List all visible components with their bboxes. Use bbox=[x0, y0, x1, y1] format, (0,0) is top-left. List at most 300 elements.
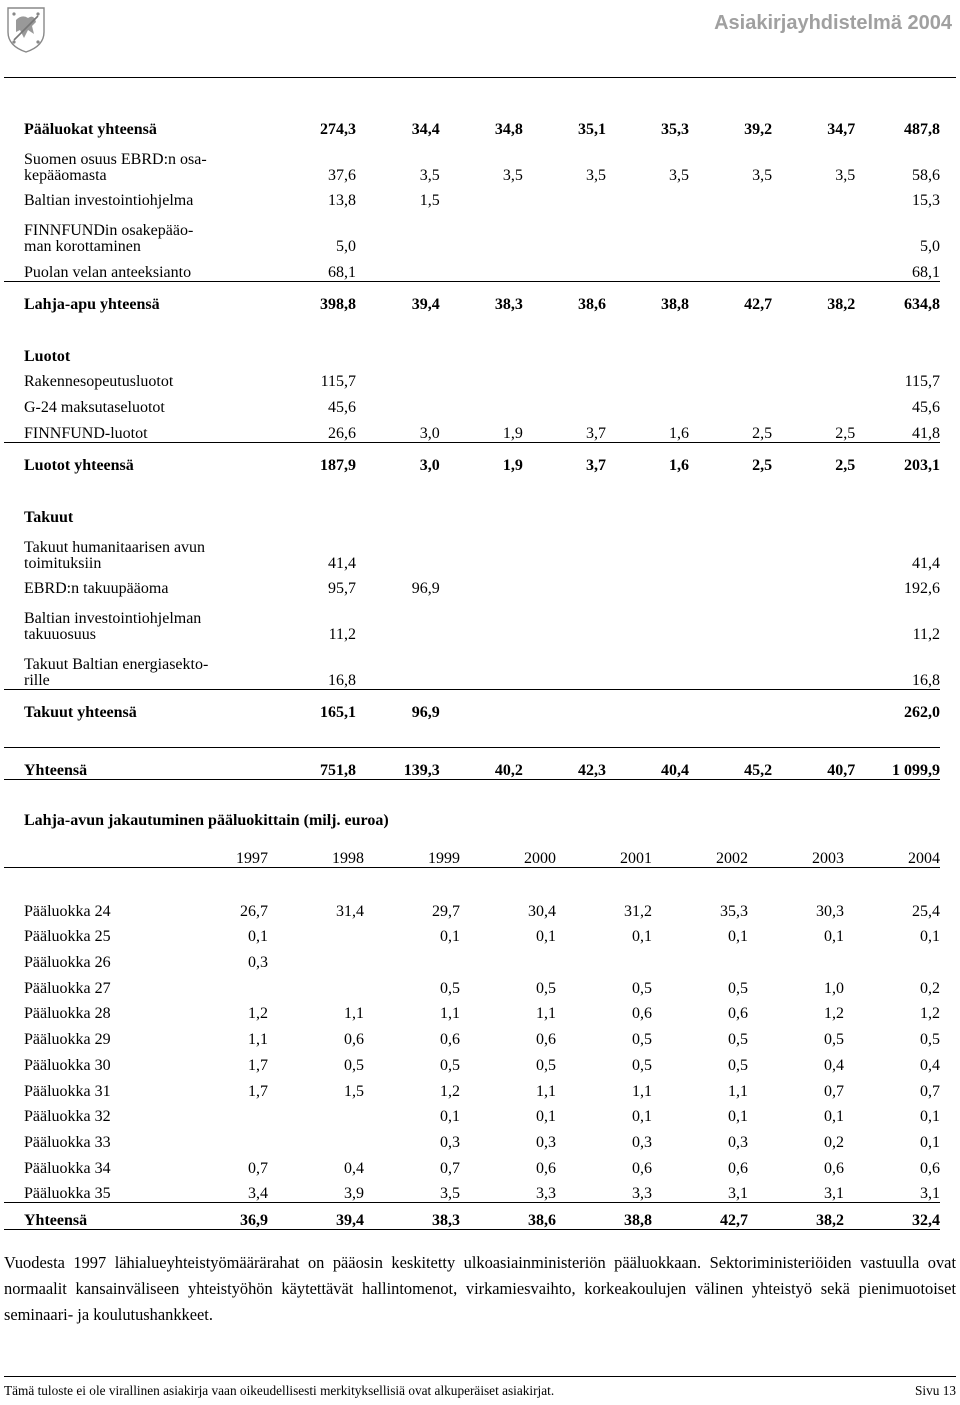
row-value: 32,4 bbox=[844, 1203, 940, 1230]
row-value: 3,5 bbox=[419, 166, 440, 184]
row-value: 0,1 bbox=[920, 1108, 940, 1126]
row-label: Baltian investointiohjelman takuuosuus bbox=[24, 610, 202, 644]
row-value: 68,1 bbox=[272, 255, 356, 281]
row-value bbox=[748, 945, 844, 971]
row-value bbox=[689, 572, 772, 598]
row-value bbox=[772, 390, 855, 416]
row-label: FINNFUND-luotot bbox=[4, 416, 272, 442]
row-value bbox=[689, 643, 772, 690]
table-row bbox=[4, 390, 940, 416]
row-value bbox=[606, 390, 689, 416]
row-value bbox=[523, 209, 606, 255]
row-value: 3,5 bbox=[502, 166, 523, 184]
row-value: 16,8 bbox=[855, 643, 940, 690]
table-row bbox=[4, 209, 940, 255]
row-value: 3,5 bbox=[669, 166, 690, 184]
row-value bbox=[356, 500, 440, 526]
row-value: 0,7 bbox=[440, 1159, 460, 1177]
row-value: 0,4 bbox=[824, 1056, 844, 1074]
row-label: FINNFUNDin osakepääo- man korottaminen bbox=[24, 222, 194, 256]
row-value bbox=[440, 572, 523, 598]
row-label bbox=[4, 721, 272, 748]
row-label: Pääluokka 32 bbox=[24, 1108, 111, 1126]
row-value: 0,6 bbox=[728, 1159, 748, 1177]
row-value: 42,3 bbox=[523, 748, 606, 780]
row-value bbox=[689, 474, 772, 500]
row-value: 262,0 bbox=[904, 704, 940, 722]
row-value: 751,8 bbox=[272, 748, 356, 780]
row-value: 34,4 bbox=[411, 120, 440, 138]
row-value: 1,1 bbox=[536, 1005, 556, 1023]
row-value: 0,5 bbox=[728, 1056, 748, 1074]
row-value bbox=[689, 365, 772, 391]
row-value bbox=[855, 500, 940, 526]
row-value bbox=[523, 255, 606, 281]
row-value bbox=[844, 945, 940, 971]
row-value: 36,9 bbox=[172, 1203, 268, 1230]
row-value bbox=[772, 365, 855, 391]
row-value: 1,2 bbox=[440, 1082, 460, 1100]
row-value bbox=[523, 597, 606, 643]
row-value bbox=[268, 1100, 364, 1126]
row-value bbox=[523, 339, 606, 365]
row-value: 25,4 bbox=[912, 902, 940, 920]
row-value: 2,5 bbox=[772, 416, 855, 442]
row-value bbox=[356, 339, 440, 365]
row-value: 1,7 bbox=[248, 1082, 268, 1100]
row-value: 39,4 bbox=[411, 296, 440, 314]
page-number: Sivu 13 bbox=[914, 1383, 956, 1398]
row-value: 13,8 bbox=[328, 192, 357, 210]
row-value bbox=[855, 339, 940, 365]
row-value bbox=[689, 339, 772, 365]
row-value bbox=[272, 474, 356, 500]
row-label: G-24 maksutaseluotot bbox=[24, 399, 165, 417]
table-row bbox=[4, 1100, 940, 1126]
row-value bbox=[606, 500, 689, 526]
spacer-cell bbox=[4, 868, 940, 895]
table-row bbox=[4, 1177, 940, 1203]
row-value: 0,5 bbox=[728, 1031, 748, 1049]
row-value bbox=[772, 339, 855, 365]
row-value bbox=[440, 339, 523, 365]
row-value: 634,8 bbox=[904, 296, 940, 314]
row-value: 115,7 bbox=[320, 373, 357, 391]
table-row bbox=[4, 945, 940, 971]
row-value: 0,1 bbox=[440, 1108, 460, 1126]
table-row bbox=[4, 138, 940, 184]
row-value: 1,1 bbox=[344, 1005, 364, 1023]
row-value: 3,1 bbox=[844, 1177, 940, 1203]
row-value: 1,1 bbox=[632, 1082, 652, 1100]
row-value bbox=[606, 339, 689, 365]
row-value: 0,1 bbox=[536, 928, 556, 946]
row-value: 1 099,9 bbox=[855, 748, 940, 780]
row-value bbox=[523, 313, 606, 339]
row-value bbox=[689, 597, 772, 643]
row-value: 37,6 bbox=[328, 166, 357, 184]
row-label: Luotot yhteensä bbox=[24, 456, 134, 474]
row-value bbox=[523, 690, 606, 722]
body-paragraph: Vuodesta 1997 lähialueyhteistyömäärärahat on pääosin keskitetty ulkoasiainministeriön pääluokkaan. Sektoriministeriöiden vastuulla ovat normaalit kansainväliseen yhteistyöhön käytettävät hallintomenot, virkamiesvaihto, korkeakoulujen välinen yhteistyö sekä pienimuotoiset seminaari- ja koulutushankkeet. bbox=[4, 1253, 956, 1324]
row-value: 3,5 bbox=[835, 166, 856, 184]
row-value bbox=[172, 1100, 268, 1126]
row-value bbox=[606, 721, 689, 748]
table-row bbox=[4, 643, 940, 690]
row-value: 0,5 bbox=[632, 1031, 652, 1049]
row-label: Rakennesopeutusluotot bbox=[24, 373, 174, 391]
table-row bbox=[4, 997, 940, 1023]
table-row bbox=[4, 971, 940, 997]
row-value bbox=[855, 721, 940, 748]
table-row bbox=[4, 339, 940, 365]
row-value: 0,1 bbox=[728, 1108, 748, 1126]
table-row bbox=[4, 1074, 940, 1100]
row-value bbox=[268, 920, 364, 946]
row-value: 187,9 bbox=[320, 456, 357, 474]
column-header: 1998 bbox=[268, 836, 364, 868]
row-label: Takuut Baltian energiasekto- rille bbox=[4, 643, 272, 690]
row-value bbox=[689, 390, 772, 416]
row-value bbox=[772, 690, 855, 722]
row-label: Pääluokka 27 bbox=[24, 979, 111, 997]
row-value bbox=[772, 184, 855, 210]
row-value: 30,4 bbox=[528, 902, 556, 920]
table-row bbox=[4, 255, 940, 281]
row-value: 5,0 bbox=[336, 238, 357, 256]
row-value: 0,3 bbox=[248, 954, 268, 972]
row-value: 15,3 bbox=[912, 192, 940, 210]
row-label: Pääluokka 33 bbox=[24, 1133, 111, 1151]
row-label: Takuut humanitaarisen avun toimituksiin bbox=[24, 538, 206, 572]
row-value: 0,1 bbox=[824, 1108, 844, 1126]
document-title: Asiakirjayhdistelmä 2004 bbox=[714, 12, 952, 34]
row-value: 0,1 bbox=[536, 1108, 556, 1126]
table-row bbox=[4, 1048, 940, 1074]
row-value bbox=[356, 390, 440, 416]
row-value bbox=[268, 945, 364, 971]
row-value: 0,6 bbox=[536, 1031, 556, 1049]
row-value: 165,1 bbox=[320, 704, 357, 722]
column-header: 2001 bbox=[556, 836, 652, 868]
row-value: 0,6 bbox=[728, 1005, 748, 1023]
funding-table bbox=[4, 112, 940, 780]
row-label: Pääluokka 28 bbox=[24, 1005, 111, 1023]
allocation-table bbox=[4, 836, 940, 1230]
row-value bbox=[172, 1125, 268, 1151]
row-label: Lahja-apu yhteensä bbox=[24, 296, 160, 314]
spacer-row bbox=[4, 868, 940, 895]
row-value: 42,7 bbox=[744, 296, 773, 314]
row-value: 0,6 bbox=[632, 1005, 652, 1023]
row-value: 1,0 bbox=[824, 979, 844, 997]
row-value bbox=[772, 255, 855, 281]
row-value bbox=[606, 313, 689, 339]
row-value bbox=[172, 971, 268, 997]
row-value: 1,1 bbox=[248, 1031, 268, 1049]
row-value: 3,1 bbox=[652, 1177, 748, 1203]
row-value: 31,4 bbox=[336, 902, 364, 920]
row-value: 0,1 bbox=[920, 928, 940, 946]
row-value: 38,6 bbox=[460, 1203, 556, 1230]
row-value: 1,9 bbox=[502, 456, 523, 474]
row-value: 58,6 bbox=[912, 166, 940, 184]
row-value: 0,5 bbox=[920, 1031, 940, 1049]
row-value: 38,3 bbox=[494, 296, 523, 314]
row-value: 3,9 bbox=[268, 1177, 364, 1203]
row-value: 0,7 bbox=[824, 1082, 844, 1100]
row-value bbox=[772, 643, 855, 690]
row-value: 2,5 bbox=[689, 416, 772, 442]
row-value: 41,8 bbox=[855, 416, 940, 442]
row-value: 1,6 bbox=[669, 456, 690, 474]
row-label: Pääluokat yhteensä bbox=[24, 120, 157, 138]
row-value: 38,2 bbox=[827, 296, 856, 314]
row-value: 0,1 bbox=[728, 928, 748, 946]
table-row bbox=[4, 112, 940, 138]
table-row bbox=[4, 184, 940, 210]
table-row bbox=[4, 313, 940, 339]
row-value: 16,8 bbox=[272, 643, 356, 690]
row-value: 0,5 bbox=[632, 1056, 652, 1074]
row-value: 203,1 bbox=[904, 456, 940, 474]
row-value: 2,5 bbox=[752, 456, 773, 474]
row-value bbox=[523, 365, 606, 391]
column-header: 2002 bbox=[652, 836, 748, 868]
column-header: 2003 bbox=[748, 836, 844, 868]
table-header-row bbox=[4, 836, 940, 868]
table-row bbox=[4, 282, 940, 314]
row-value bbox=[772, 526, 855, 572]
table-row bbox=[4, 690, 940, 722]
row-value: 26,7 bbox=[240, 902, 268, 920]
row-value: 0,3 bbox=[728, 1133, 748, 1151]
row-value bbox=[523, 390, 606, 416]
table2-title: Lahja-avun jakautuminen pääluokittain (milj. euroa) bbox=[24, 812, 389, 829]
row-value bbox=[772, 572, 855, 598]
row-value: 0,6 bbox=[824, 1159, 844, 1177]
row-value: 35,3 bbox=[720, 902, 748, 920]
row-value bbox=[356, 209, 440, 255]
row-value: 0,5 bbox=[440, 979, 460, 997]
row-value bbox=[268, 1125, 364, 1151]
row-value: 1,2 bbox=[920, 1005, 940, 1023]
row-value: 0,6 bbox=[440, 1031, 460, 1049]
row-label: Takuut bbox=[24, 508, 74, 526]
row-value bbox=[606, 643, 689, 690]
row-value: 38,8 bbox=[661, 296, 690, 314]
row-value: 39,4 bbox=[268, 1203, 364, 1230]
row-value: 0,1 bbox=[920, 1133, 940, 1151]
table-row bbox=[4, 920, 940, 946]
row-value bbox=[772, 721, 855, 748]
row-value: 3,4 bbox=[172, 1177, 268, 1203]
row-value: 38,2 bbox=[748, 1203, 844, 1230]
row-value bbox=[440, 526, 523, 572]
row-value bbox=[689, 184, 772, 210]
row-value bbox=[440, 597, 523, 643]
footer-disclaimer: Tämä tuloste ei ole virallinen asiakirja vaan oikeudellisesti merkityksellisiä ovat alkuperäiset asiakirjat. bbox=[4, 1383, 555, 1398]
row-label: Luotot bbox=[24, 347, 71, 365]
row-value bbox=[272, 500, 356, 526]
row-value: 11,2 bbox=[912, 626, 940, 644]
row-value bbox=[689, 721, 772, 748]
table-row bbox=[4, 1203, 940, 1230]
row-value: 3,0 bbox=[356, 416, 440, 442]
row-value: 3,3 bbox=[460, 1177, 556, 1203]
row-value: 26,6 bbox=[272, 416, 356, 442]
row-value: 45,6 bbox=[328, 399, 357, 417]
row-label: EBRD:n takuupääoma bbox=[24, 580, 169, 598]
row-value bbox=[523, 721, 606, 748]
row-value: 0,5 bbox=[728, 979, 748, 997]
row-label: Pääluokka 31 bbox=[24, 1082, 111, 1100]
row-value: 0,6 bbox=[344, 1031, 364, 1049]
row-value bbox=[356, 365, 440, 391]
row-value: 41,4 bbox=[912, 554, 940, 572]
row-value: 0,6 bbox=[632, 1159, 652, 1177]
row-value: 0,5 bbox=[344, 1056, 364, 1074]
row-value: 1,5 bbox=[419, 192, 440, 210]
row-label: Pääluokka 34 bbox=[24, 1159, 111, 1177]
row-value bbox=[606, 255, 689, 281]
table-row bbox=[4, 526, 940, 572]
column-header: 2004 bbox=[844, 836, 940, 868]
row-label: Pääluokka 30 bbox=[24, 1056, 111, 1074]
row-value: 35,3 bbox=[661, 120, 690, 138]
row-value bbox=[440, 721, 523, 748]
row-value: 45,2 bbox=[689, 748, 772, 780]
row-value: 0,3 bbox=[536, 1133, 556, 1151]
table-row bbox=[4, 500, 940, 526]
row-value: 41,4 bbox=[328, 554, 357, 572]
row-value: 0,5 bbox=[536, 979, 556, 997]
row-value bbox=[440, 690, 523, 722]
row-label: Pääluokka 24 bbox=[24, 902, 111, 920]
row-value: 1,1 bbox=[536, 1082, 556, 1100]
row-value bbox=[356, 313, 440, 339]
row-value: 0,1 bbox=[440, 928, 460, 946]
row-value bbox=[440, 365, 523, 391]
row-value bbox=[356, 643, 440, 690]
row-value: 0,5 bbox=[440, 1056, 460, 1074]
row-value: 3,1 bbox=[748, 1177, 844, 1203]
column-header: 1997 bbox=[172, 836, 268, 868]
row-value bbox=[523, 474, 606, 500]
table-row bbox=[4, 597, 940, 643]
row-value bbox=[689, 526, 772, 572]
row-value: 115,7 bbox=[904, 373, 940, 391]
row-value: 398,8 bbox=[320, 296, 357, 314]
row-value bbox=[272, 339, 356, 365]
row-value: 68,1 bbox=[855, 255, 940, 281]
row-value bbox=[689, 690, 772, 722]
row-value: 3,5 bbox=[585, 166, 606, 184]
row-value bbox=[606, 572, 689, 598]
row-value: 40,7 bbox=[772, 748, 855, 780]
table-row bbox=[4, 1125, 940, 1151]
row-value bbox=[272, 721, 356, 748]
row-value bbox=[772, 500, 855, 526]
row-value: 40,4 bbox=[606, 748, 689, 780]
row-value bbox=[460, 945, 556, 971]
row-value: 3,5 bbox=[364, 1177, 460, 1203]
row-value: 0,5 bbox=[632, 979, 652, 997]
row-value: 3,5 bbox=[752, 166, 773, 184]
row-value: 1,9 bbox=[440, 416, 523, 442]
row-value bbox=[440, 500, 523, 526]
row-value: 34,8 bbox=[494, 120, 523, 138]
row-label bbox=[4, 313, 272, 339]
row-value: 38,3 bbox=[364, 1203, 460, 1230]
row-value: 0,4 bbox=[920, 1056, 940, 1074]
row-label: Yhteensä bbox=[4, 1203, 172, 1230]
row-value: 42,7 bbox=[652, 1203, 748, 1230]
header-blank bbox=[4, 836, 172, 868]
row-value bbox=[556, 945, 652, 971]
row-value: 1,1 bbox=[728, 1082, 748, 1100]
row-value bbox=[272, 313, 356, 339]
row-value bbox=[268, 971, 364, 997]
row-value: 11,2 bbox=[328, 626, 357, 644]
row-value: 192,6 bbox=[904, 580, 940, 598]
row-value bbox=[606, 597, 689, 643]
row-value bbox=[606, 184, 689, 210]
row-value bbox=[356, 474, 440, 500]
row-label: Puolan velan anteeksianto bbox=[4, 255, 272, 281]
row-label bbox=[4, 474, 272, 500]
row-value: 1,5 bbox=[344, 1082, 364, 1100]
row-value bbox=[440, 643, 523, 690]
row-value bbox=[689, 500, 772, 526]
row-value: 0,6 bbox=[920, 1159, 940, 1177]
row-value bbox=[689, 313, 772, 339]
row-value: 3,7 bbox=[585, 456, 606, 474]
row-value bbox=[606, 526, 689, 572]
row-value: 35,1 bbox=[577, 120, 606, 138]
row-label: Pääluokka 29 bbox=[24, 1031, 111, 1049]
row-value: 1,7 bbox=[248, 1056, 268, 1074]
row-value: 0,2 bbox=[824, 1133, 844, 1151]
row-value bbox=[356, 597, 440, 643]
row-value bbox=[772, 313, 855, 339]
row-value: 1,1 bbox=[440, 1005, 460, 1023]
row-value bbox=[440, 313, 523, 339]
row-value: 96,9 bbox=[411, 580, 440, 598]
row-value: 0,5 bbox=[824, 1031, 844, 1049]
row-value: 487,8 bbox=[904, 120, 940, 138]
row-value: 0,3 bbox=[632, 1133, 652, 1151]
row-label: Yhteensä bbox=[4, 748, 272, 780]
row-value: 5,0 bbox=[920, 238, 940, 256]
row-value: 0,1 bbox=[632, 1108, 652, 1126]
row-value bbox=[772, 209, 855, 255]
table-row bbox=[4, 1022, 940, 1048]
row-value: 30,3 bbox=[816, 902, 844, 920]
table-row bbox=[4, 442, 940, 474]
row-value bbox=[606, 474, 689, 500]
table-row bbox=[4, 474, 940, 500]
row-value: 45,6 bbox=[912, 399, 940, 417]
row-value bbox=[356, 526, 440, 572]
row-value: 2,5 bbox=[835, 456, 856, 474]
row-value bbox=[523, 184, 606, 210]
row-label: Suomen osuus EBRD:n osa- kepääomasta bbox=[24, 150, 207, 184]
row-value: 1,2 bbox=[248, 1005, 268, 1023]
coat-of-arms-logo bbox=[4, 2, 48, 54]
table-row bbox=[4, 572, 940, 598]
row-value bbox=[523, 526, 606, 572]
